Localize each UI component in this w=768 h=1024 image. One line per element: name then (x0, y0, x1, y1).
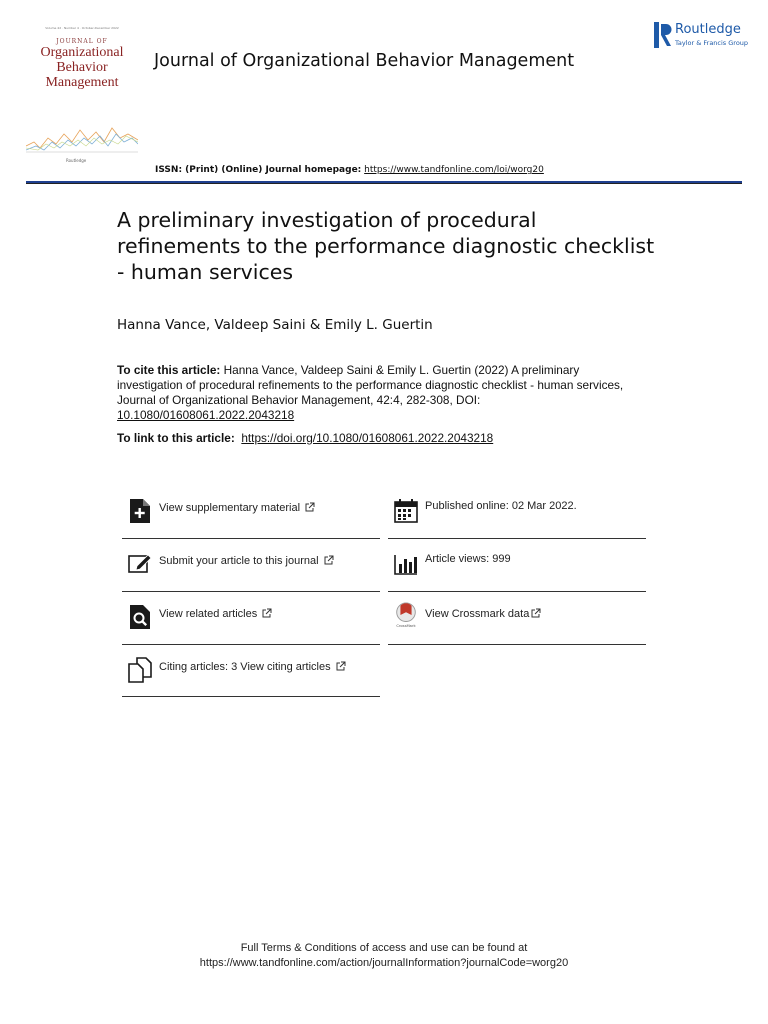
published-online (388, 486, 646, 538)
routledge-logo (654, 20, 750, 50)
cover-chart-graphic (26, 120, 138, 160)
cover-title (26, 45, 138, 90)
article-views (388, 539, 646, 591)
issn-line (155, 165, 544, 175)
routledge-r-icon (654, 22, 672, 48)
copy-documents-icon (128, 657, 152, 683)
cite-text: Hanna Vance, Valdeep Saini & Emily L. Guertin (2022) A preliminary investigation of procedural refinements to the performance diagnostic checklist - human services, Journal of Organizational Behavior Management, 42:4, 282-308, DOI: (117, 363, 624, 407)
supplementary-label: View supplementary material (159, 502, 315, 514)
journal-homepage-link[interactable]: https://www.tandfonline.com/loi/worg20 (364, 165, 544, 175)
cover-title-line: Management (45, 75, 119, 90)
link-label: To link to this article: (117, 431, 235, 445)
article-title: A preliminary investigation of procedural refinements to the performance diagnostic checklist - human services (117, 208, 655, 284)
terms-footer (0, 941, 768, 971)
cover-journal-of: JOURNAL OF (56, 38, 108, 45)
external-link-icon (305, 502, 315, 512)
crossmark-icon (394, 602, 418, 628)
article-link-row (117, 431, 493, 445)
journal-cover (26, 24, 138, 170)
view-crossmark-data[interactable] (388, 592, 646, 644)
external-link-icon (531, 608, 541, 618)
calendar-icon (394, 498, 418, 524)
cite-label: To cite this article: (117, 363, 221, 377)
edit-icon (128, 551, 152, 577)
cover-top-line: Volume 42 · Number 4 · October-December 2022 (45, 26, 119, 30)
journal-title: Journal of Organizational Behavior Management (154, 51, 575, 71)
article-authors: Hanna Vance, Valdeep Saini & Emily L. Guertin (117, 317, 433, 333)
submit-article[interactable] (122, 539, 380, 591)
header-rule-thin (26, 183, 742, 184)
divider (122, 696, 380, 697)
external-link-icon (324, 555, 334, 565)
external-link-icon (336, 661, 346, 671)
related-label: View related articles (159, 608, 272, 620)
publisher-name: Routledge (675, 22, 741, 37)
issn-label: ISSN: (Print) (Online) Journal homepage: (155, 165, 362, 175)
citation-block (117, 363, 627, 423)
view-citing-articles[interactable] (122, 645, 380, 697)
divider (388, 644, 646, 645)
bar-chart-icon (394, 551, 418, 577)
view-supplementary-material[interactable] (122, 486, 380, 538)
cover-title-line: Organizational (40, 45, 124, 60)
document-search-icon (128, 604, 152, 630)
cover-publisher: Routledge (66, 158, 87, 163)
terms-line: Full Terms & Conditions of access and use can be found at (240, 942, 528, 954)
published-label: Published online: 02 Mar 2022. (425, 500, 577, 512)
article-doi-link[interactable]: https://doi.org/10.1080/01608061.2022.2043218 (241, 431, 494, 445)
citing-label: Citing articles: 3 View citing articles (159, 661, 346, 673)
terms-url[interactable]: https://www.tandfonline.com/action/journalInformation?journalCode=worg20 (199, 957, 569, 969)
crossmark-label: View Crossmark data (425, 608, 541, 620)
external-link-icon (262, 608, 272, 618)
publisher-group: Taylor & Francis Group (675, 39, 749, 47)
cover-title-line: Behavior (56, 60, 108, 75)
view-related-articles[interactable] (122, 592, 380, 644)
cite-doi-link[interactable]: 10.1080/01608061.2022.2043218 (117, 408, 295, 422)
views-label: Article views: 999 (425, 553, 511, 565)
document-plus-icon (128, 498, 152, 524)
submit-label: Submit your article to this journal (159, 555, 334, 567)
crossmark-caption: CrossMark (396, 624, 416, 628)
